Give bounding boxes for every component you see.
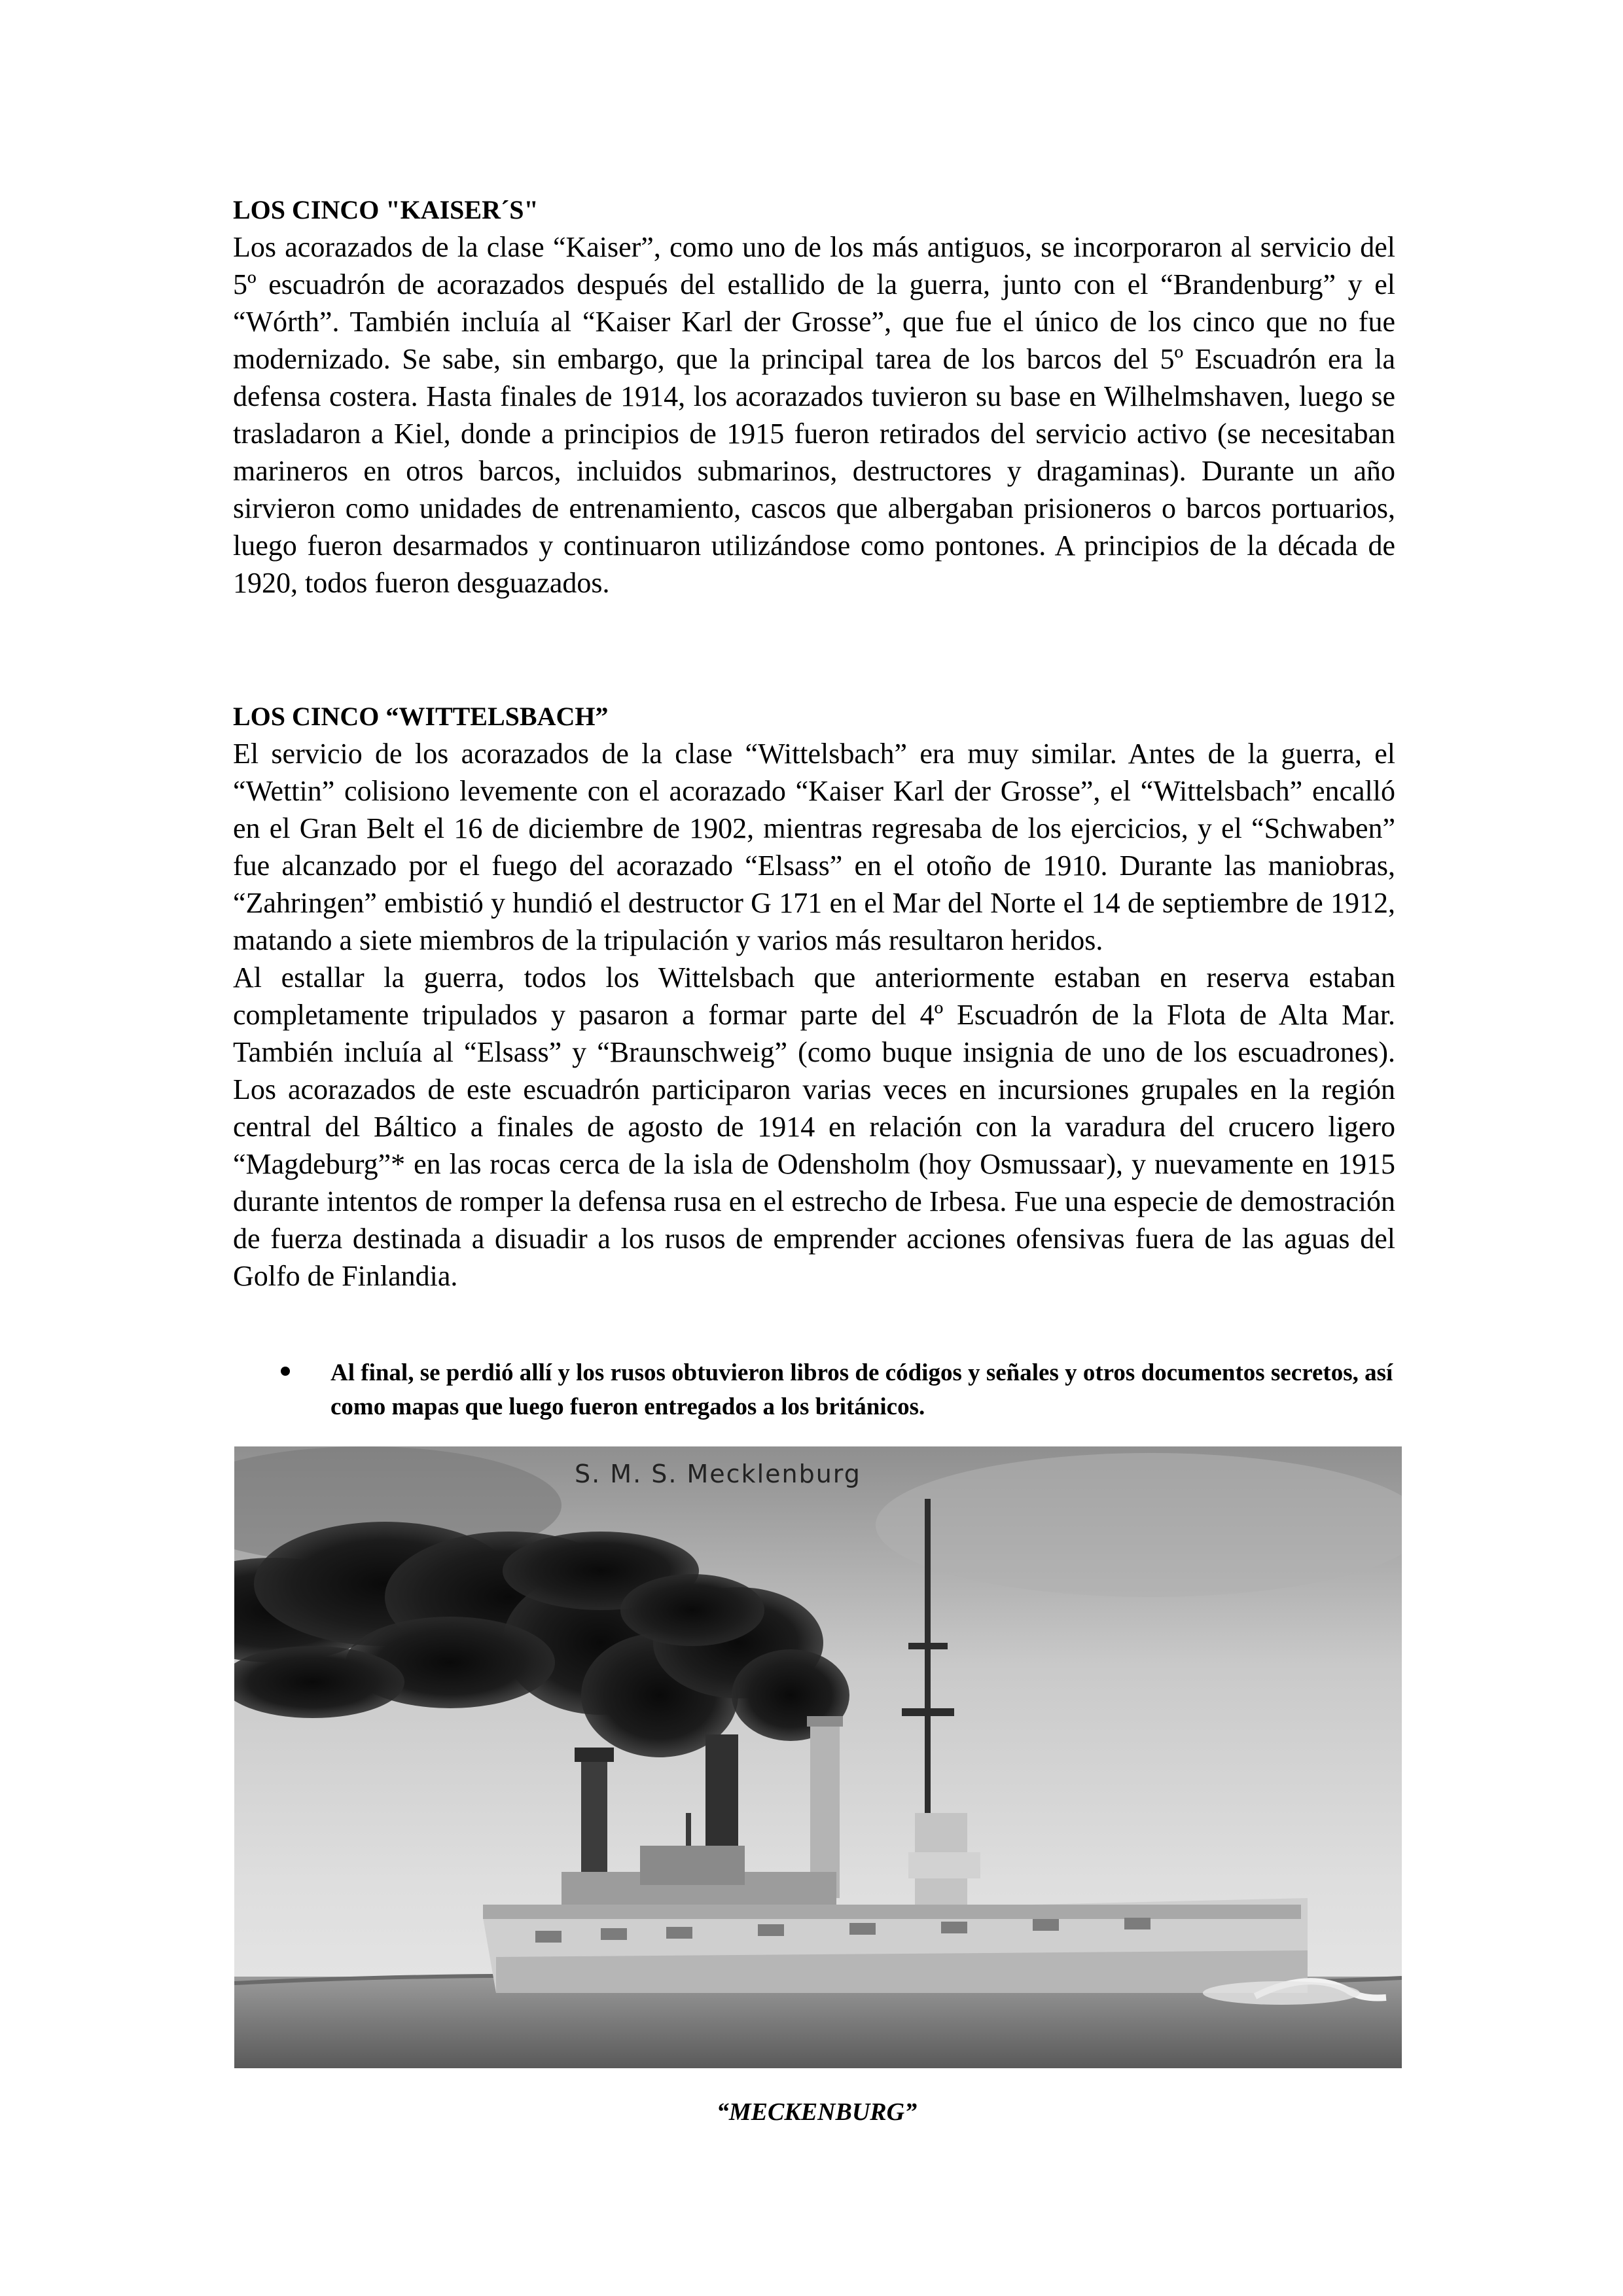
section-heading-wittelsbach: LOS CINCO “WITTELSBACH” <box>233 702 609 731</box>
photo-caption: “MECKENBURG” <box>716 2098 918 2126</box>
footnote-text: Al final, se perdió allí y los rusos obtuvieron libros de códigos y señales y otros documentos secretos, así como mapas que luego fueron entregados a los británicos. <box>330 1359 1393 1420</box>
paragraph-wittelsbach-2: Al estallar la guerra, todos los Wittelsbach que anteriormente estaban en reserva estaban completamente tripulados y pasaron a formar parte del 4º Escuadrón de la Flota de Alta Mar. También incluía al “Elsass” y “Braunschweig” (como buque insignia de uno de los escuadrones). Los acorazados de este escuadrón participaron varias veces en incursiones grupales en la región central del Báltico a finales de agosto de 1914 en relación con la varadura del crucero ligero “Magdeburg”* en las rocas cerca de la isla de Odensholm (hoy Osmussaar), y nuevamente en 1915 durante intentos de romper la defensa rusa en el estrecho de Irbesa. Fue una especie de demostración de fuerza destinada a disuadir a los rusos de emprender acciones ofensivas fuera de las aguas del Golfo de Finlandia. <box>233 961 1395 1292</box>
paragraph-wittelsbach-1: El servicio de los acorazados de la clase “Wittelsbach” era muy similar. Antes de la guerra, el “Wettin” colisiono levemente con el acorazado “Kaiser Karl der Grosse”, el “Wittelsbach” encalló en el Gran Belt el 16 de diciembre de 1902, mientras regresaba de los ejercicios, y el “Schwaben” fue alcanzado por el fuego del acorazado “Elsass” en el otoño de 1910. Durante las maniobras, “Zahringen” embistió y hundió el destructor G 171 en el Mar del Norte el 14 de septiembre de 1912, matando a siete miembros de la tripulación y varios más resultaron heridos. <box>233 738 1395 956</box>
paragraph-kaisers: Los acorazados de la clase “Kaiser”, como uno de los más antiguos, se incorporaron al servicio del 5º escuadrón de acorazados después del estallido de la guerra, junto con el “Brandenburg” y el “Wórth”. También incluía al “Kaiser Karl der Grosse”, que fue el único de los cinco que no fue modernizado. Se sabe, sin embargo, que la principal tarea de los barcos del 5º Escuadrón era la defensa costera. Hasta finales de 1914, los acorazados tuvieron su base en Wilhelmshaven, luego se trasladaron a Kiel, donde a principios de 1915 fueron retirados del servicio activo (se necesitaban marineros en otros barcos, incluidos submarinos, destructores y dragaminas). Durante un año sirvieron como unidades de entrenamiento, cascos que albergaban prisioneros o barcos portuarios, luego fueron desarmados y continuaron utilizándose como pontones. A principios de la década de 1920, todos fueron desguazados. <box>233 231 1395 599</box>
bullet-dot-icon <box>281 1367 290 1376</box>
section-kaisers <box>233 191 1395 601</box>
photo-inscription: S. M. S. Mecklenburg <box>575 1460 861 1488</box>
ship-photograph <box>234 1446 1402 2068</box>
section-heading-kaisers: LOS CINCO "KAISER´S" <box>233 195 539 224</box>
section-wittelsbach <box>233 698 1395 1295</box>
